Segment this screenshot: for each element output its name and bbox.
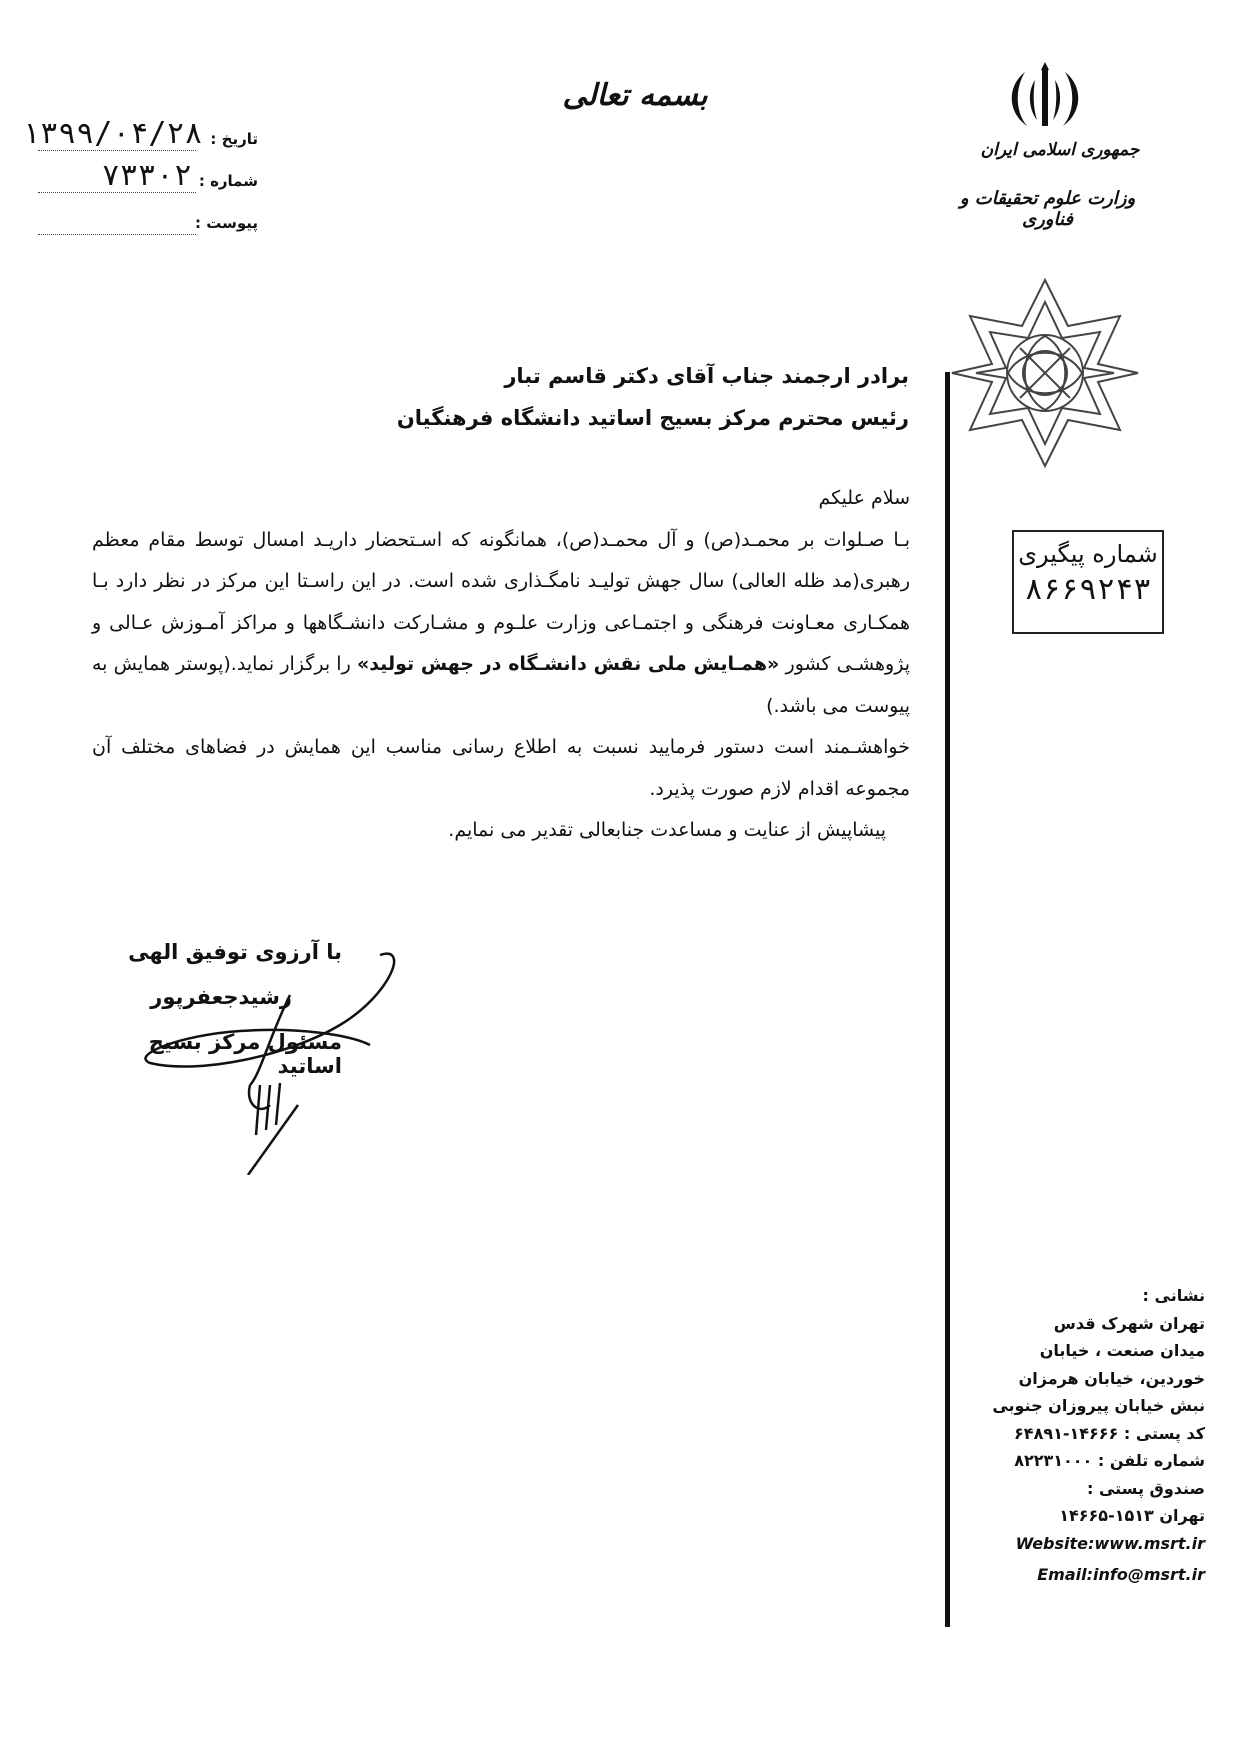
phone-number: شماره تلفن : ۸۲۲۳۱۰۰۰ — [1014, 1451, 1205, 1470]
body-paragraph-3: پیشاپیش از عنایت و مساعدت جنابعالی تقدیر می نمایم. — [448, 819, 886, 841]
po-box-label: صندوق پستی : — [1086, 1478, 1205, 1498]
body-paragraph-1 — [92, 520, 910, 728]
address-line-1: تهران شهرک قدس — [1053, 1313, 1205, 1333]
bismillah-heading: بسمه تعالی — [562, 78, 708, 113]
addressee-line-2: رئیس محترم مرکز بسیج اساتید دانشگاه فرهنگیان — [396, 406, 909, 430]
attachment-label: پیوست : — [194, 214, 258, 232]
vertical-divider — [945, 372, 950, 1627]
body-paragraph-2: خواهشـمند است دستور فرمایید نسبت به اطلاع رسانی مناسب این همایش در فضاهای مختلف آن مجموعه اقدام لازم صورت پذیرد. — [92, 736, 910, 800]
attachment-dotted-line — [38, 234, 196, 235]
postal-code: کد پستی : ۱۴۶۶۶-۶۴۸۹۱ — [1014, 1423, 1205, 1443]
attachment-field — [28, 206, 258, 242]
p1-text-before: بـا صـلوات بر محمـد(ص) و آل محمـد(ص)، همانگونه که اسـتحضار داریـد امسال توسط مقام معظم رهبری(مد ظله العالی) سال جهش تولیـد نامگـذاری شده است. در این راسـتا این مرکز در نظر دارد بـا همکـاری معـاونت فرهنگی و اجتمـاعی وزارت علـوم و مشـارکت دانشـگاهها و مراکز آمـوزش عـالی و پژوهشـی کشور — [92, 528, 911, 675]
tracking-label: شماره پیگیری — [1018, 540, 1158, 568]
tracking-number: ۸۶۶۹۲۴۳ — [1024, 572, 1152, 607]
address-line-3: خوردین، خیابان هرمزان — [1018, 1368, 1205, 1388]
addressee-line-1: برادر ارجمند جناب آقای دکتر قاسم تبار — [504, 364, 909, 388]
date-label: تاریخ : — [210, 130, 258, 148]
website-link[interactable]: Website:www.msrt.ir — [1015, 1533, 1205, 1553]
tracking-box — [1012, 530, 1164, 634]
conference-title: «همـایش ملی نقش دانشـگاه در جهش تولید» — [356, 653, 780, 675]
closing-phrase: با آرزوی توفیق الهی — [128, 940, 342, 964]
date-field — [22, 116, 258, 158]
letter-body — [92, 478, 910, 852]
p1-text-after: را برگزار نماید.(پوستر همایش به پیوست می باشد.) — [92, 653, 910, 717]
ministry-name: وزارت علوم تحقیقات و فناوری — [959, 188, 1136, 230]
greeting: سلام علیکم — [818, 487, 910, 509]
country-name: جمهوری اسلامی ایران — [980, 140, 1140, 160]
number-value: ۷۳۳۰۲ — [101, 158, 192, 193]
number-label: شماره : — [198, 172, 258, 190]
date-value: ۱۳۹۹/۰۴/۲۸ — [22, 116, 203, 151]
address-line-2: میدان صنعت ، خیابان — [1039, 1341, 1205, 1360]
islamic-ornament-icon — [948, 276, 1142, 470]
address-line-4: نبش خیابان پیروزان جنوبی — [992, 1396, 1205, 1415]
signer-title: مسئول مرکز بسیج اساتید — [148, 1030, 342, 1078]
ministry-address — [975, 1282, 1205, 1589]
address-heading: نشانی : — [1142, 1286, 1205, 1305]
iran-emblem-icon — [1005, 62, 1085, 134]
po-box: تهران ۱۵۱۳-۱۴۶۶۵ — [1059, 1506, 1205, 1525]
signer-name: رشیدجعفرپور — [150, 985, 292, 1009]
number-field — [28, 158, 258, 200]
email-link[interactable]: Email:info@msrt.ir — [1037, 1565, 1205, 1584]
